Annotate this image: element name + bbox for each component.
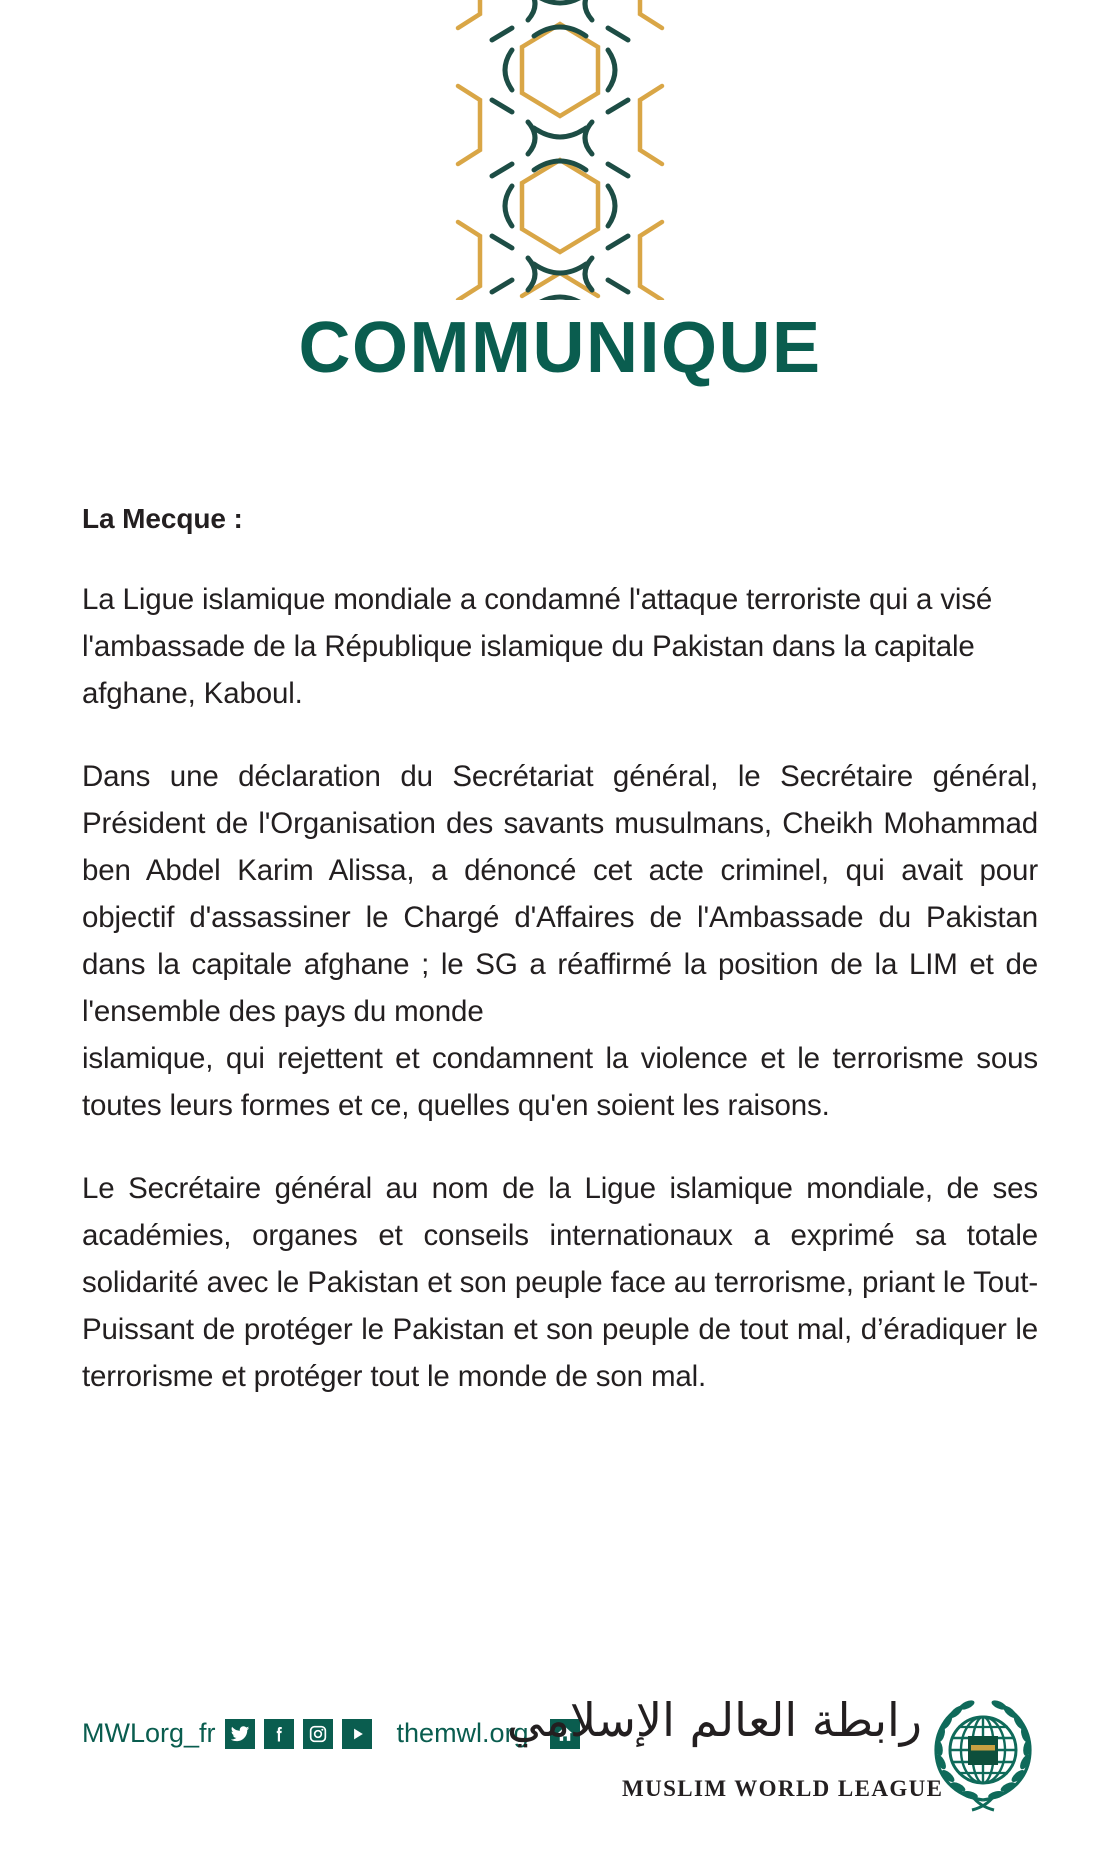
instagram-icon[interactable] [303, 1719, 333, 1749]
paragraph-4: Le Secrétaire général au nom de la Ligue islamique mondiale, de ses académies, organes et conseils internationaux a exprimé sa totale solidarité avec le Pakistan et son peuple face au terrorisme, priant le Tout-Puissant de protéger le Pakistan et son peuple de tout mal, d’éradiquer le terrorisme et protéger tout le monde de son mal. [82, 1171, 1038, 1393]
paragraph-3: islamique, qui rejettent et condamnent la violence et le terrorisme sous toutes leurs formes et ce, quelles qu'en soient les raisons. [82, 1041, 1038, 1122]
youtube-icon[interactable] [342, 1719, 372, 1749]
social-links [82, 1718, 580, 1749]
paragraph-2: Dans une déclaration du Secrétariat général, le Secrétaire général, Président de l'Organisation des savants musulmans, Cheikh Mohammad ben Abdel Karim Alissa, a dénoncé cet acte criminel, qui avait pour objectif d'assassiner le Chargé d'Affaires de l'Ambassade du Pakistan dans la capitale afghane ; le SG a réaffirmé la position de la LIM et de l'ensemble des pays du monde [82, 759, 1038, 1028]
page-title: COMMUNIQUE [298, 308, 822, 388]
footer [0, 1690, 1120, 1830]
website-label[interactable]: themwl.org [396, 1718, 529, 1748]
facebook-icon[interactable] [264, 1719, 294, 1749]
top-ornament-band [0, 0, 1120, 300]
paragraph-1: La Ligue islamique mondiale a condamné l'attaque terroriste qui a visé l'ambassade de la République islamique du Pakistan dans la capitale afghane, Kaboul. [82, 582, 993, 710]
social-handle: MWLorg_fr [82, 1718, 216, 1748]
logo-latin-text: MUSLIM WORLD LEAGUE [622, 1776, 944, 1801]
twitter-icon[interactable] [225, 1719, 255, 1749]
dateline: La Mecque : [82, 503, 243, 534]
communique-body [82, 500, 1038, 1400]
mwl-globe-wreath-emblem-icon [924, 1696, 1042, 1820]
logo-arabic-text: رابطة العالم الإسلامي [506, 1693, 922, 1747]
mwl-logo [506, 1690, 1042, 1830]
islamic-hexagon-pattern-icon [450, 0, 670, 300]
